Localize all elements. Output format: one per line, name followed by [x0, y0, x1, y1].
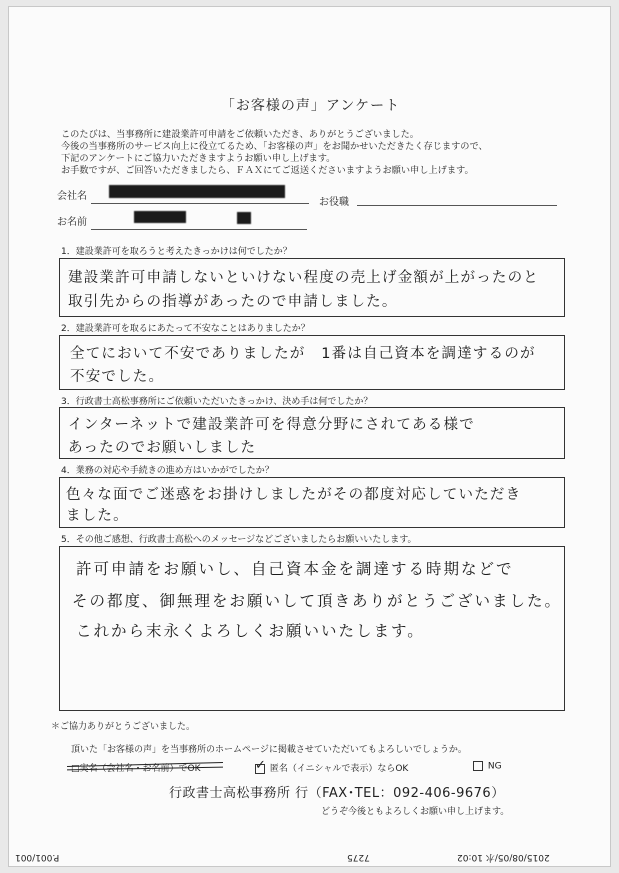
company-underline — [91, 203, 309, 204]
office-address: 行政書士高松事務所 行（FAX･TEL：092-406-9676） — [169, 786, 505, 801]
company-redaction — [109, 185, 285, 198]
fax-id: 7275 — [347, 852, 370, 862]
answer-box-5 — [59, 546, 565, 711]
questionnaire-sheet — [8, 6, 611, 867]
name-underline — [91, 229, 307, 230]
consent-option-ng-label: NG — [487, 761, 502, 772]
intro-line-3: 下記のアンケートにご協力いただきますようお願い申し上げます。 — [61, 153, 336, 164]
fax-datetime: 2015/08/05/水 10:02 — [457, 852, 550, 862]
name-label: お名前 — [57, 217, 87, 228]
answer-3-line-2: あったのでお願いしました — [68, 440, 257, 456]
role-label: お役職 — [319, 197, 349, 208]
consent-option-anonymous — [253, 757, 409, 774]
question-5: 5．その他ご感想、行政書士高松へのメッセージなどございましたらお願いいたします。 — [61, 535, 417, 545]
question-2: 2．建設業許可を取るにあたって不安なことはありましたか？ — [61, 324, 310, 334]
name-redaction-1 — [134, 211, 186, 223]
check-mark-icon: ✓ — [255, 757, 266, 773]
answer-box-2 — [59, 335, 565, 390]
answer-box-4 — [59, 477, 565, 528]
consent-option-ng — [471, 761, 502, 772]
question-4: 4．業務の対応や手続きの進め方はいかがでしたか？ — [61, 466, 274, 476]
role-underline — [357, 205, 557, 206]
answer-box-1 — [59, 258, 565, 317]
company-label: 会社名 — [57, 191, 87, 202]
question-3: 3．行政書士高松事務所にご依頼いただいたきっかけ、決め手は何でしたか？ — [61, 397, 373, 407]
intro-line-2: 今後の当事務所のサービス向上に役立てるため、「お客様の声」をお聞かせいただきたく存じますので、 — [61, 141, 488, 152]
consent-question: 頂いた「お客様の声」を当事務所のホームページに掲載させていただいてもよろしいでしょうか。 — [71, 745, 467, 755]
answer-box-3 — [59, 407, 565, 459]
intro-line-4: お手数ですが、ご回答いただきましたら、ＦＡＸにてご返送くださいますようお願い申し上げます。 — [61, 165, 474, 176]
answer-5-line-2: その都度、御無理をお願いして頂きありがとうございました。 — [72, 592, 563, 610]
intro-line-1: このたびは、当事務所に建設業許可申請をご依頼いただき、ありがとうございました。 — [61, 129, 419, 140]
fax-page: P.001/001 — [15, 852, 60, 862]
consent-option-anonymous-label: 匿名（イニシャルで表示）ならOK — [269, 764, 409, 774]
checkbox-empty-icon — [473, 761, 483, 771]
answer-4-line-2: ました。 — [66, 508, 129, 524]
answer-4-line-1: 色々な面でご迷惑をお掛けしましたがその都度対応していただき — [66, 487, 522, 503]
closing-text: どうぞ今後ともよろしくお願い申し上げます。 — [321, 807, 510, 817]
answer-3-line-1: インターネットで建設業許可を得意分野にされてある様で — [68, 417, 475, 433]
thanks-note: ＊ご協力ありがとうございました。 — [51, 722, 196, 732]
consent-option-real-name-label: □実名（会社名・お名前）でOK — [71, 764, 201, 774]
answer-2-line-2: 不安でした。 — [70, 369, 165, 385]
name-redaction-2 — [237, 212, 251, 224]
page-title: 「お客様の声」アンケート — [220, 98, 401, 114]
answer-5-line-3: これから末永くよろしくお願いいたします。 — [76, 622, 425, 640]
question-1: 1．建設業許可を取ろうと考えたきっかけは何でしたか？ — [61, 247, 292, 257]
answer-5-line-1: 許可申請をお願いし、自己資本金を調達する時期などで — [76, 560, 514, 578]
checkbox-checked-icon — [255, 757, 266, 774]
answer-2-line-1: 全てにおいて不安でありましたが 1番は自己資本を調達するのが — [70, 346, 536, 362]
answer-1-line-2: 取引先からの指導があったので申請しました。 — [68, 294, 398, 310]
answer-1-line-1: 建設業許可申請しないといけない程度の売上げ金額が上がったのと — [68, 270, 539, 286]
